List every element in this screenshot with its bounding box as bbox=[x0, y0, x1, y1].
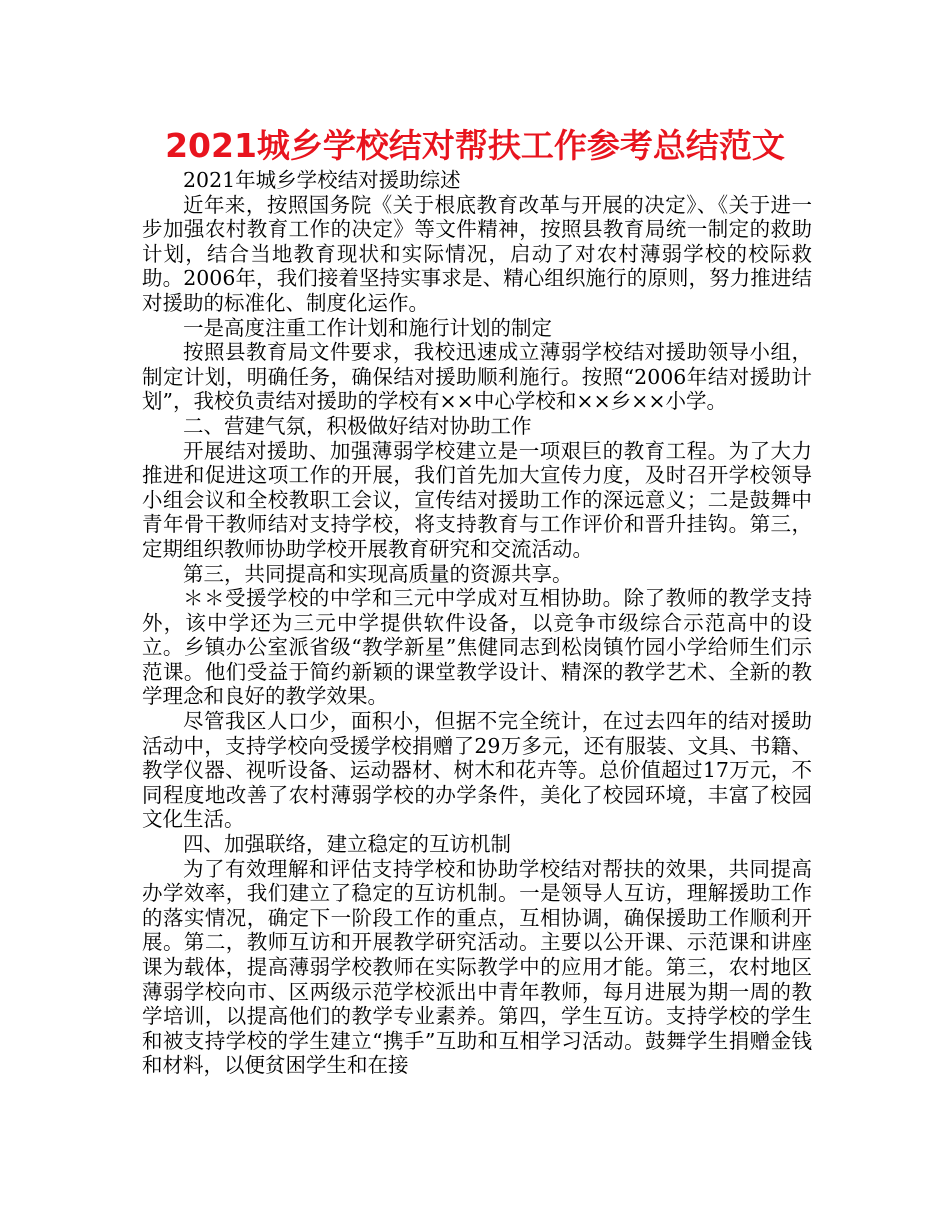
document-title: 2021城乡学校结对帮扶工作参考总结范文 bbox=[165, 126, 785, 165]
paragraph: 2021年城乡学校结对援助综述 bbox=[183, 168, 461, 192]
paragraph: 按照县教育局文件要求，我校迅速成立薄弱学校结对援助领导小组，制定计划，明确任务，确保结对援助顺利施行。按照“2006年结对援助计划”，我校负责结对援助的学校有××中心学校和××乡××小学。 bbox=[142, 340, 812, 414]
paragraph: 开展结对援助、加强薄弱学校建立是一项艰巨的教育工程。为了大力推进和促进这项工作的开展，我们首先加大宣传力度，及时召开学校领导小组会议和全校教职工会议，宣传结对援助工作的深远意义；二是鼓舞中青年骨干教师结对支持学校，将支持教育与工作评价和晋升挂钩。第三，定期组织教师协助学校开展教育研究和交流活动。 bbox=[142, 438, 812, 561]
section-heading: 一是高度注重工作计划和施行计划的制定 bbox=[183, 315, 552, 340]
paragraph: ＊＊受援学校的中学和三元中学成对互相协助。除了教师的教学支持外，该中学还为三元中学提供软件设备，以竞争市级综合示范高中的设立。乡镇办公室派省级“教学新星”焦健同志到松岗镇竹园小学给师生们示范课。他们受益于简约新颖的课堂教学设计、精深的教学艺术、全新的教学理念和良好的教学效果。 bbox=[142, 586, 812, 709]
section-heading: 二、营建气氛，积极做好结对协助工作 bbox=[183, 413, 532, 438]
paragraph: 为了有效理解和评估支持学校和协助学校结对帮扶的效果，共同提高办学效率，我们建立了稳定的互访机制。一是领导人互访，理解援助工作的落实情况，确定下一阶段工作的重点，互相协调，确保援助工作顺利开展。第二，教师互访和开展教学研究活动。主要以公开课、示范课和讲座课为载体，提高薄弱学校教师在实际教学中的应用才能。第三，农村地区薄弱学校向市、区两级示范学校派出中青年教师，每月进展为期一周的教学培训，以提高他们的教学专业素养。第四，学生互访。支持学校的学生和被支持学校的学生建立“携手”互助和互相学习活动。鼓舞学生捐赠金钱和材料，以便贫困学生和在接 bbox=[142, 856, 812, 1078]
document-body bbox=[142, 168, 812, 1078]
paragraph: 尽管我区人口少，面积小，但据不完全统计，在过去四年的结对援助活动中，支持学校向受援学校捐赠了29万多元，还有服装、文具、书籍、教学仪器、视听设备、运动器材、树木和花卉等。总价值超过17万元，不同程度地改善了农村薄弱学校的办学条件，美化了校园环境，丰富了校园文化生活。 bbox=[142, 709, 812, 832]
section-heading: 四、加强联络，建立稳定的互访机制 bbox=[183, 832, 511, 857]
paragraph: 近年来，按照国务院《关于根底教育改革与开展的决定》、《关于进一步加强农村教育工作的决定》等文件精神，按照县教育局统一制定的救助计划，结合当地教育现状和实际情况，启动了对农村薄弱学校的校际救助。2006年，我们接着坚持实事求是、精心组织施行的原则，努力推进结对援助的标准化、制度化运作。 bbox=[142, 192, 812, 315]
section-heading: 第三，共同提高和实现高质量的资源共享。 bbox=[183, 561, 573, 586]
